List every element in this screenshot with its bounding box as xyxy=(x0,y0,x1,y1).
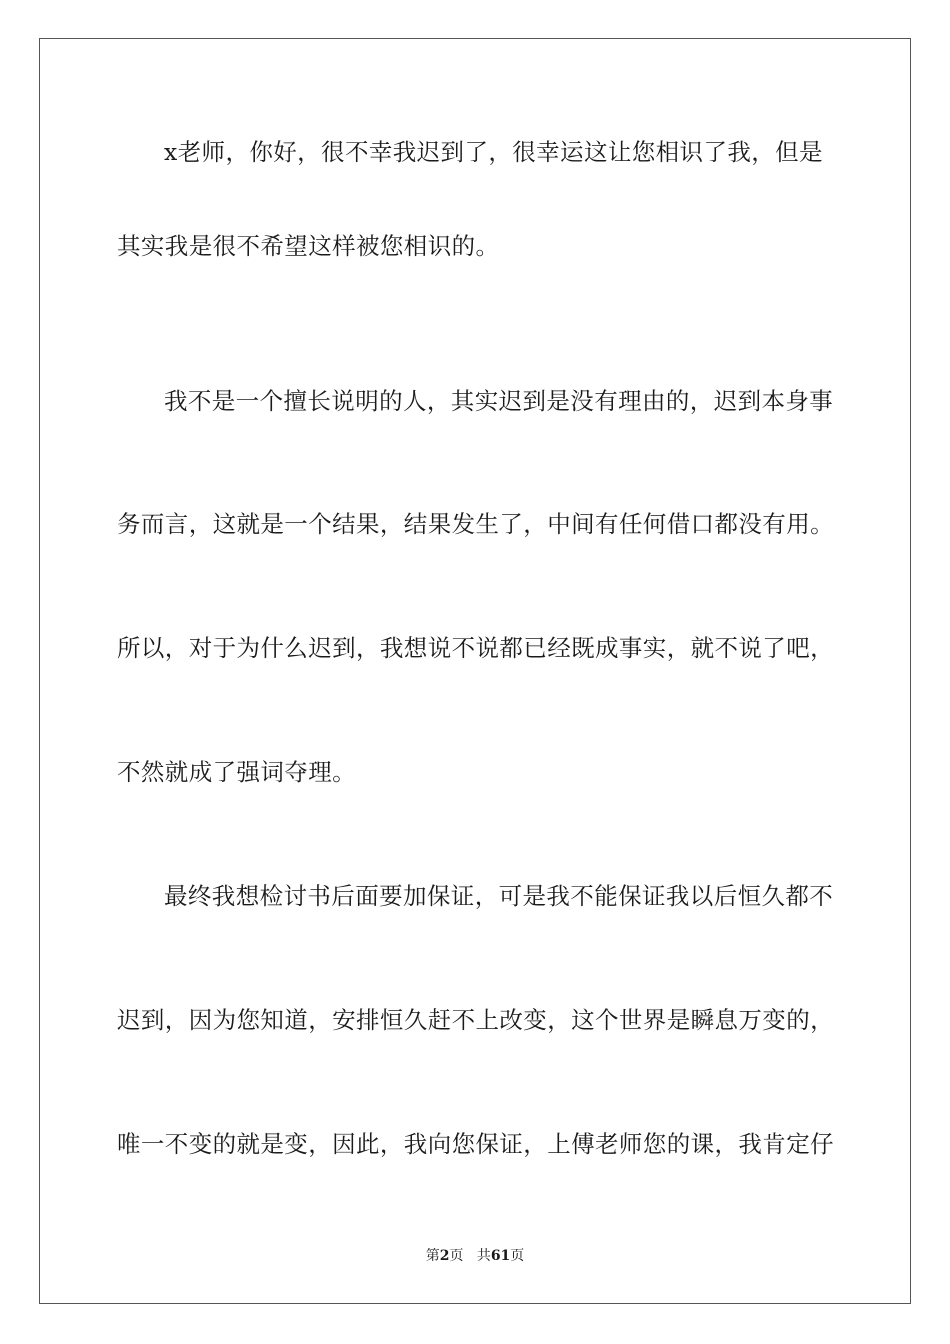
paragraph-line: 我不是一个擅长说明的人，其实迟到是没有理由的，迟到本身事 xyxy=(164,387,834,415)
page-suffix: 页 xyxy=(449,1248,464,1264)
paragraph-line: 其实我是很不希望这样被您相识的。 xyxy=(117,232,500,260)
total-prefix: 共 xyxy=(476,1248,491,1264)
paragraph-line: 所以，对于为什么迟到，我想说不说都已经既成事实，就不说了吧， xyxy=(117,634,834,662)
page-footer xyxy=(0,1247,950,1265)
paragraph-line: 迟到，因为您知道，安排恒久赶不上改变，这个世界是瞬息万变的， xyxy=(117,1006,834,1034)
page-frame xyxy=(39,38,911,1304)
paragraph-line: 不然就成了强词夺理。 xyxy=(117,758,356,786)
total-suffix: 页 xyxy=(510,1248,525,1264)
paragraph-line: 唯一不变的就是变，因此，我向您保证，上傅老师您的课，我肯定仔 xyxy=(117,1130,834,1158)
paragraph-line: x老师，你好，很不幸我迟到了，很幸运这让您相识了我，但是 xyxy=(164,138,823,166)
page-prefix: 第 xyxy=(425,1248,440,1264)
paragraph-line: 务而言，这就是一个结果，结果发生了，中间有任何借口都没有用。 xyxy=(117,510,834,538)
page-number: 2 xyxy=(439,1248,450,1264)
total-pages: 61 xyxy=(490,1248,511,1264)
paragraph-line: 最终我想检讨书后面要加保证，可是我不能保证我以后恒久都不 xyxy=(164,882,834,910)
